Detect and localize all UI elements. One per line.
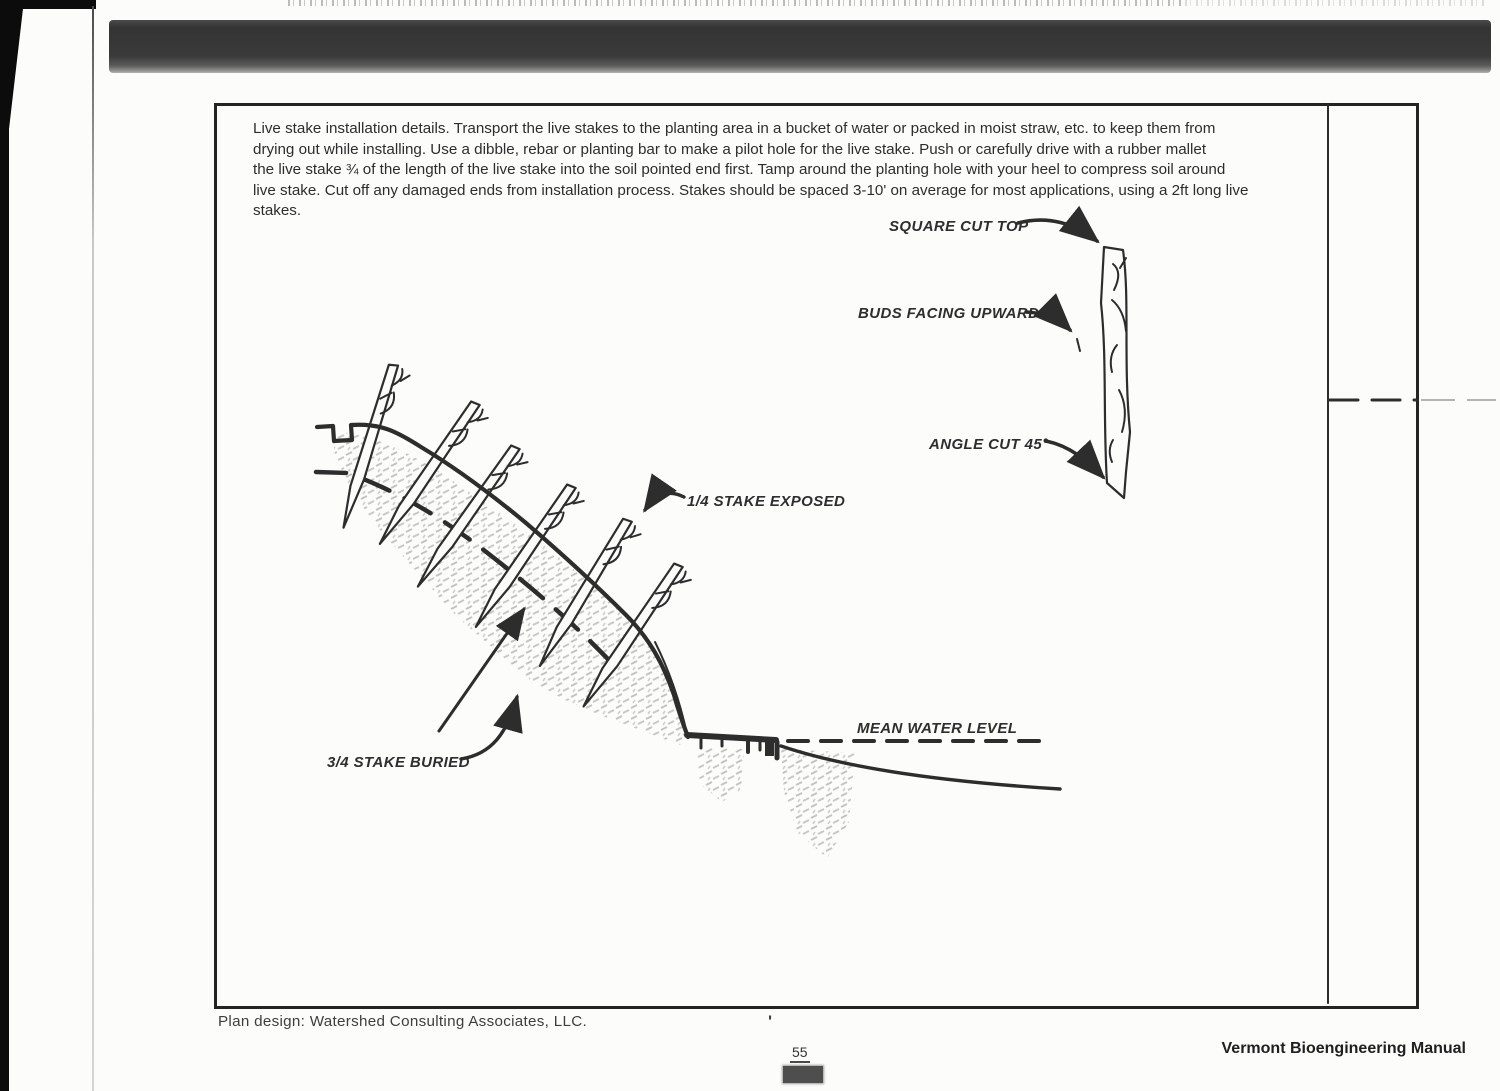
angle-cut-callout [928,436,1103,477]
figure-box-divider [1328,104,1496,1003]
stray-scan-mark: ' [768,1012,773,1031]
paragraph-line: Live stake installation details. Transport the live stakes to the planting area in a bucket of water or packed in moist straw, etc. to keep them from [253,120,1216,137]
paragraph-line: drying out while installing. Use a dibble, rebar or planting bar to make a pilot hole for the live stake. Push or carefully drive with a rubber mallet [253,140,1207,158]
manual-title: Vermont Bioengineering Manual [1221,1040,1466,1057]
stake-detail [1101,247,1130,498]
angle-cut-label: ANGLE CUT 45° [929,436,1049,453]
square-cut-top-callout [889,218,1097,241]
paragraph-line: the live stake ¾ of the length of the live stake into the soil pointed end first. Tamp around the planting hole with your heel to compress soil around [253,161,1226,178]
quarter-exposed-label: 1/4 STAKE EXPOSED [687,493,846,510]
quarter-exposed-callout [645,493,845,510]
plan-design-credit: Plan design: Watershed Consulting Associates, LLC. [218,1013,588,1030]
mean-water-level-label: MEAN WATER LEVEL [857,720,1018,737]
buds-facing-upward-callout [858,305,1080,351]
square-cut-top-label: SQUARE CUT TOP [889,218,1029,235]
page-number-block [783,1066,823,1083]
three-quarter-buried-label: 3/4 STAKE BURIED [327,754,470,771]
buds-facing-upward-label: BUDS FACING UPWARD [858,305,1040,322]
page-number: 55 [790,1044,810,1063]
paragraph-line: stakes. [253,202,302,219]
paragraph-line: live stake. Cut off any damaged ends from installation process. Stakes should be spaced 3-10' on average for most applications, using a 2ft long live [253,181,1249,199]
